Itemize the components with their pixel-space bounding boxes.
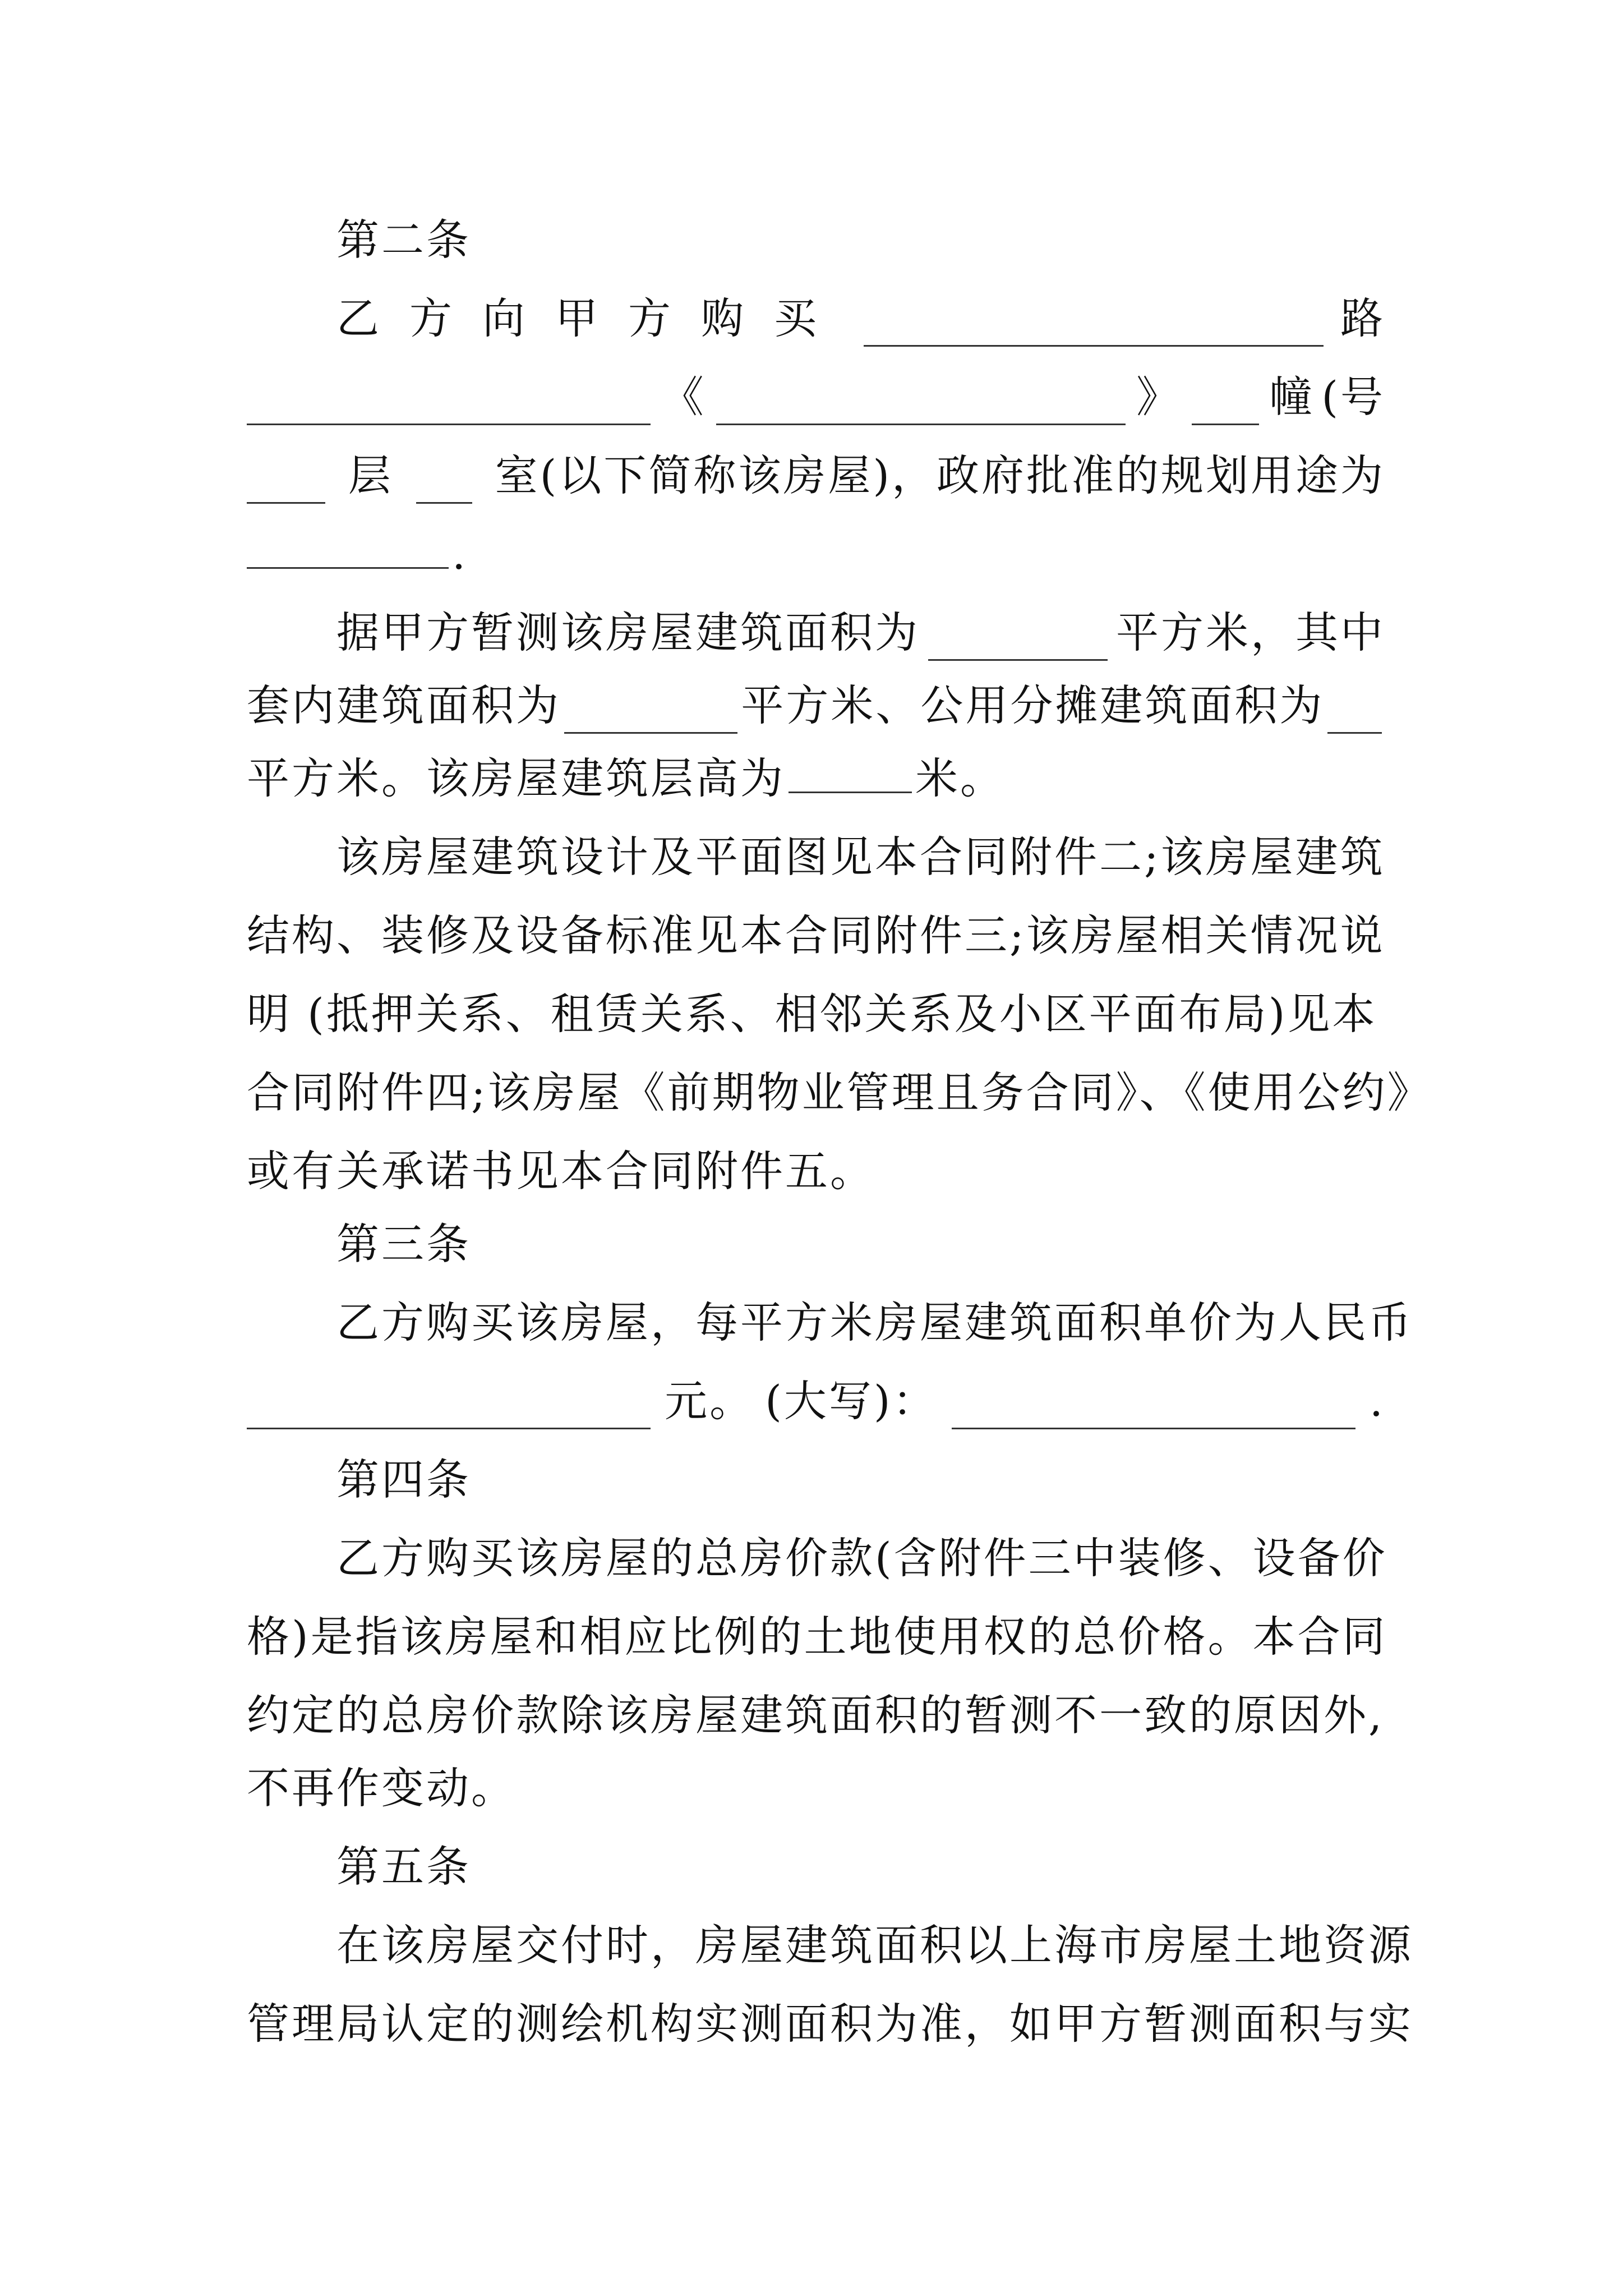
number-unit: (号 (1321, 372, 1385, 422)
building-unit: 幢 (1269, 372, 1315, 422)
article-4-line-2: 格)是指该房屋和相应比例的土地使用权的总价格。本合同 (247, 1612, 1387, 1662)
room-blank[interactable] (416, 463, 472, 504)
area-line-1-end: 平方米，其中 (1116, 608, 1385, 657)
article-3-line-2-end: . (1369, 1376, 1385, 1426)
article-4-line-4: 不再作变动。 (247, 1763, 516, 1813)
unit-price-words-blank[interactable] (952, 1388, 1355, 1429)
yuan-label: 元。 (665, 1376, 755, 1426)
area-line-2-mid: 平方米、公用分摊建筑面积为 (741, 680, 1325, 730)
usage-blank[interactable] (247, 528, 449, 569)
article-2-line-3 (247, 448, 1385, 504)
article-2-line-1-text: 乙方向甲方购买 (336, 293, 847, 343)
article-2-line-1-end: 路 (1340, 293, 1385, 343)
area-line-3-end: 米。 (915, 753, 1005, 803)
area-line-2 (247, 678, 1385, 734)
article-3-heading: 第三条 (336, 1219, 471, 1269)
article-5-line-1: 在该房屋交付时，房屋建筑面积以上海市房屋土地资源 (336, 1920, 1413, 1970)
inner-area-blank[interactable] (564, 693, 737, 734)
area-line-2-text: 套内建筑面积为 (247, 680, 561, 730)
article-2-line-4-end: . (452, 529, 468, 579)
road-blank[interactable] (864, 306, 1324, 347)
floor-blank[interactable] (247, 463, 325, 504)
article-4-line-1: 乙方购买该房屋的总房价款(含附件三中装修、设备价 (336, 1533, 1387, 1583)
unit-price-blank[interactable] (247, 1388, 651, 1429)
article-2-line-1 (336, 291, 1385, 347)
article-2-line-4 (247, 526, 1385, 582)
area-line-1-text: 据甲方暂测该房屋建筑面积为 (336, 608, 920, 657)
article-2-line-3-rest: 室(以下简称该房屋)，政府批准的规划用途为 (495, 450, 1385, 500)
article-5-line-2: 管理局认定的测绘机构实测面积为准，如甲方暂测面积与实 (247, 1999, 1413, 2049)
in-words-label: (大写)： (765, 1376, 938, 1426)
article-3-line-1: 乙方购买该房屋，每平方米房屋建筑面积单价为人民币 (336, 1297, 1413, 1347)
open-bracket: 《 (661, 372, 706, 422)
road-name-blank[interactable] (247, 384, 651, 425)
article-5-heading: 第五条 (336, 1842, 471, 1892)
close-bracket: 》 (1136, 372, 1182, 422)
floor-unit: 层 (348, 450, 393, 500)
article-2-line-2 (247, 369, 1385, 425)
design-line-4: 合同附件四;该房屋《前期物业管理且务合同》、《使用公约》 (247, 1068, 1432, 1117)
article-2-heading: 第二条 (336, 215, 471, 265)
floor-height-blank[interactable] (789, 752, 912, 793)
article-3-line-2 (247, 1373, 1385, 1429)
article-4-line-3: 约定的总房价款除该房屋建筑面积的暂测不一致的原因外, (247, 1690, 1385, 1740)
design-line-5: 或有关承诺书见本合同附件五。 (247, 1146, 875, 1196)
design-line-1: 该房屋建筑设计及平面图见本合同附件二;该房屋建筑 (336, 832, 1385, 882)
area-line-1 (336, 605, 1385, 661)
area-line-3-text: 平方米。该房屋建筑层高为 (247, 753, 785, 803)
estate-name-blank[interactable] (716, 384, 1126, 425)
design-line-2: 结构、装修及设备标准见本合同附件三;该房屋相关情况说 (247, 910, 1385, 960)
total-area-blank[interactable] (928, 620, 1108, 661)
building-blank[interactable] (1192, 384, 1259, 425)
design-line-3: 明 (抵押关系、租赁关系、相邻关系及小区平面布局)见本 (247, 989, 1377, 1039)
area-line-3 (247, 751, 1385, 807)
article-4-heading: 第四条 (336, 1455, 471, 1504)
shared-area-blank[interactable] (1327, 693, 1382, 734)
